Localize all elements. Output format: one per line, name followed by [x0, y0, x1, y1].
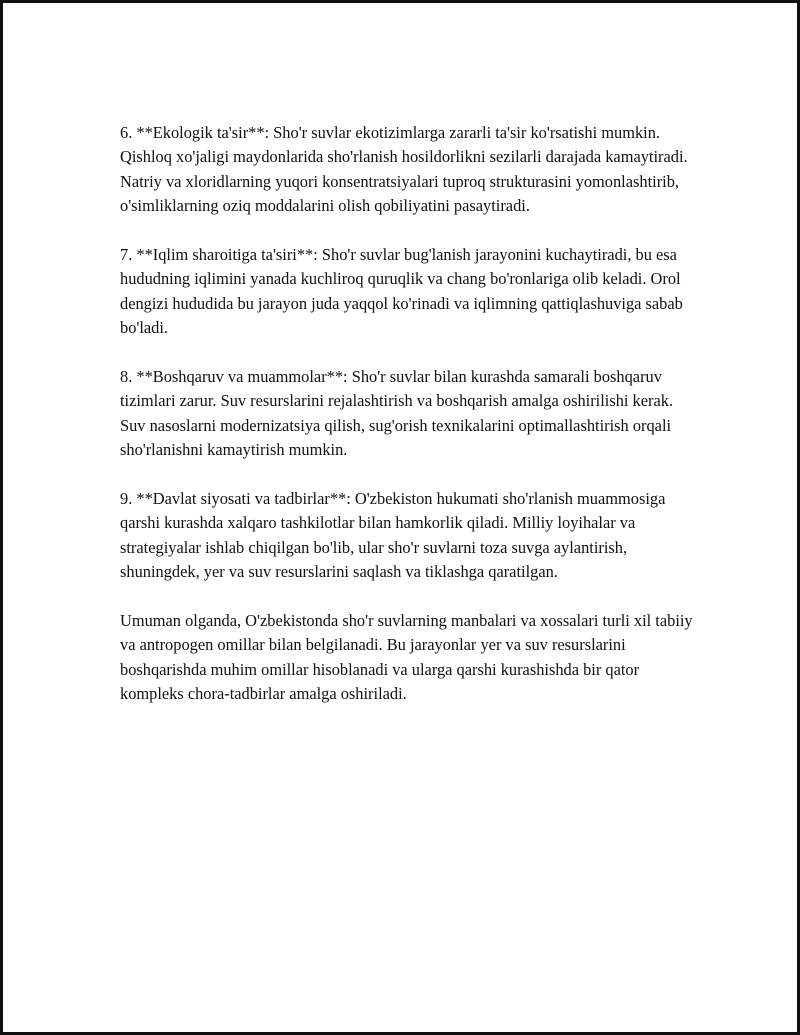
- paragraph-ecological-impact: 6. **Ekologik ta'sir**: Sho'r suvlar ekotizimlarga zararli ta'sir ko'rsatishi mumkin. Qishloq xo'jaligi maydonlarida sho'rlanish hosildorlikni sezilarli darajada kamaytiradi. Natriy va xloridlarning yuqori konsentratsiyalari tuproq strukturasini yomonlashtirib, o'simliklarning oziq moddalarini olish qobiliyatini pasaytiradi.: [120, 123, 688, 216]
- paragraph-state-policy: 9. **Davlat siyosati va tadbirlar**: O'zbekiston hukumati sho'rlanish muammosiga qarshi kurashda xalqaro tashkilotlar bilan hamkorlik qiladi. Milliy loyihalar va strategiyalar ishlab chiqilgan bo'lib, ular sho'r suvlarni toza suvga aylantirish, shuningdek, yer va suv resurslarini saqlash va tiklashga qaratilgan.: [120, 489, 666, 582]
- document-body: [120, 121, 700, 731]
- paragraph-conclusion: Umuman olganda, O'zbekistonda sho'r suvlarning manbalari va xossalari turli xil tabiiy va antropogen omillar bilan belgilanadi. Bu jarayonlar yer va suv resurslarini boshqarishda muhim omillar hisoblanadi va ularga qarshi kurashishda bir qator kompleks chora-tadbirlar amalga oshiriladi.: [120, 611, 693, 704]
- paragraph-climate-impact: 7. **Iqlim sharoitiga ta'siri**: Sho'r suvlar bug'lanish jarayonini kuchaytiradi, bu esa hududning iqlimini yanada kuchliroq quruqlik va chang bo'ronlariga olib keladi. Orol dengizi hududida bu jarayon juda yaqqol ko'rinadi va iqlimning qattiqlashuviga sabab bo'ladi.: [120, 245, 683, 338]
- paragraph-management-problems: 8. **Boshqaruv va muammolar**: Sho'r suvlar bilan kurashda samarali boshqaruv tizimlari zarur. Suv resurslarini rejalashtirish va boshqarish amalga oshirilishi kerak. Suv nasoslarni modernizatsiya qilish, sug'orish texnikalarini optimallashtirish orqali sho'rlanishni kamaytirish mumkin.: [120, 367, 674, 460]
